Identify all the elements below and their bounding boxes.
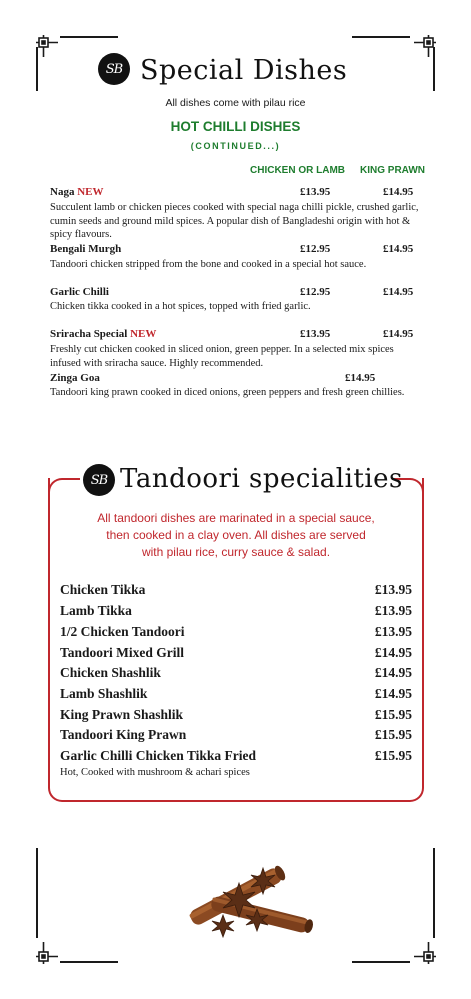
item-price: £15.95 [374,748,412,763]
item-name: 1/2 Chicken Tandoori [60,624,185,639]
frame-top-left-line [60,36,118,38]
dish-name: Sriracha Special NEW [50,328,157,340]
item-name: Lamb Shashlik [60,686,148,701]
ornament-corner-icon [412,33,438,59]
item-price: £14.95 [374,645,412,660]
dish-description: Tandoori chicken stripped from the bone and cooked in a special hot sauce. [50,259,367,270]
price-king-prawn: £14.95 [383,286,414,298]
sb-logo-icon: SB [98,53,130,85]
item-name: Chicken Shashlik [60,665,161,680]
frame-bottom-right-line [352,961,410,963]
dish-name: Zinga Goa [50,372,100,384]
price-chicken-lamb: £12.95 [300,286,331,298]
new-badge: NEW [130,328,157,340]
spices-illustration [180,855,320,943]
tandoori-box-corner [48,478,80,492]
item-price: £15.95 [374,707,412,722]
intro-line: All tandoori dishes are marinated in a special sauce, [97,511,375,525]
section-title: Tandoori specialities [120,464,403,494]
dish-description: Tandoori king prawn cooked in diced onions, green peppers and fresh green chillies. [50,387,405,398]
column-header-chicken-lamb: CHICKEN OR LAMB [250,165,345,176]
price-king-prawn: £14.95 [345,372,376,384]
price-king-prawn: £14.95 [383,328,414,340]
ornament-corner-icon [34,940,60,966]
column-header-king-prawn: KING PRAWN [360,165,425,176]
section-heading: HOT CHILLI DISHES [170,119,301,134]
continued-label: (CONTINUED...) [190,141,281,151]
intro-line: then cooked in a clay oven. All dishes are served [106,528,366,542]
dish-name: Bengali Murgh [50,243,122,255]
item-name: Lamb Tikka [60,603,132,618]
price-king-prawn: £14.95 [383,186,414,198]
item-price: £15.95 [374,727,412,742]
item-price: £14.95 [374,686,412,701]
item-name: Garlic Chilli Chicken Tikka Fried [60,748,257,763]
item-price: £13.95 [374,624,412,639]
page-title: Special Dishes [140,55,348,86]
ornament-corner-icon [412,940,438,966]
item-name: King Prawn Shashlik [60,707,184,722]
new-badge: NEW [77,186,104,198]
dish-description: Freshly cut chicken cooked in sliced onion, green pepper. In a selected mix spices infused with sriracha sauce. Highly recommended. [50,344,394,369]
frame-right-line [433,848,435,938]
item-name: Chicken Tikka [60,582,146,597]
dish-name: Naga NEW [50,186,104,198]
item-name: Tandoori Mixed Grill [60,645,185,660]
dish-description: Succulent lamb or chicken pieces cooked with special naga chilli pickle, crushed garlic, cumin seeds and ground mild spices. A popular dish of Bangladeshi origin with hot & spicy flavours. [50,202,419,240]
price-chicken-lamb: £12.95 [300,243,331,255]
frame-left-line [36,848,38,938]
intro-line: with pilau rice, curry sauce & salad. [141,545,331,559]
price-king-prawn: £14.95 [383,243,414,255]
item-price: £14.95 [374,665,412,680]
item-note: Hot, Cooked with mushroom & achari spices [60,767,250,778]
tandoori-intro [60,510,412,561]
frame-top-right-line [352,36,410,38]
frame-bottom-left-line [60,961,118,963]
dish-description: Chicken tikka cooked in a hot spices, topped with fried garlic. [50,301,311,312]
item-name: Tandoori King Prawn [60,727,187,742]
item-price: £13.95 [374,582,412,597]
ornament-corner-icon [34,33,60,59]
price-chicken-lamb: £13.95 [300,186,331,198]
dish-name: Garlic Chilli [50,286,109,298]
sb-logo-icon: SB [83,464,115,496]
item-price: £13.95 [374,603,412,618]
price-chicken-lamb: £13.95 [300,328,331,340]
rice-note: All dishes come with pilau rice [165,97,306,109]
